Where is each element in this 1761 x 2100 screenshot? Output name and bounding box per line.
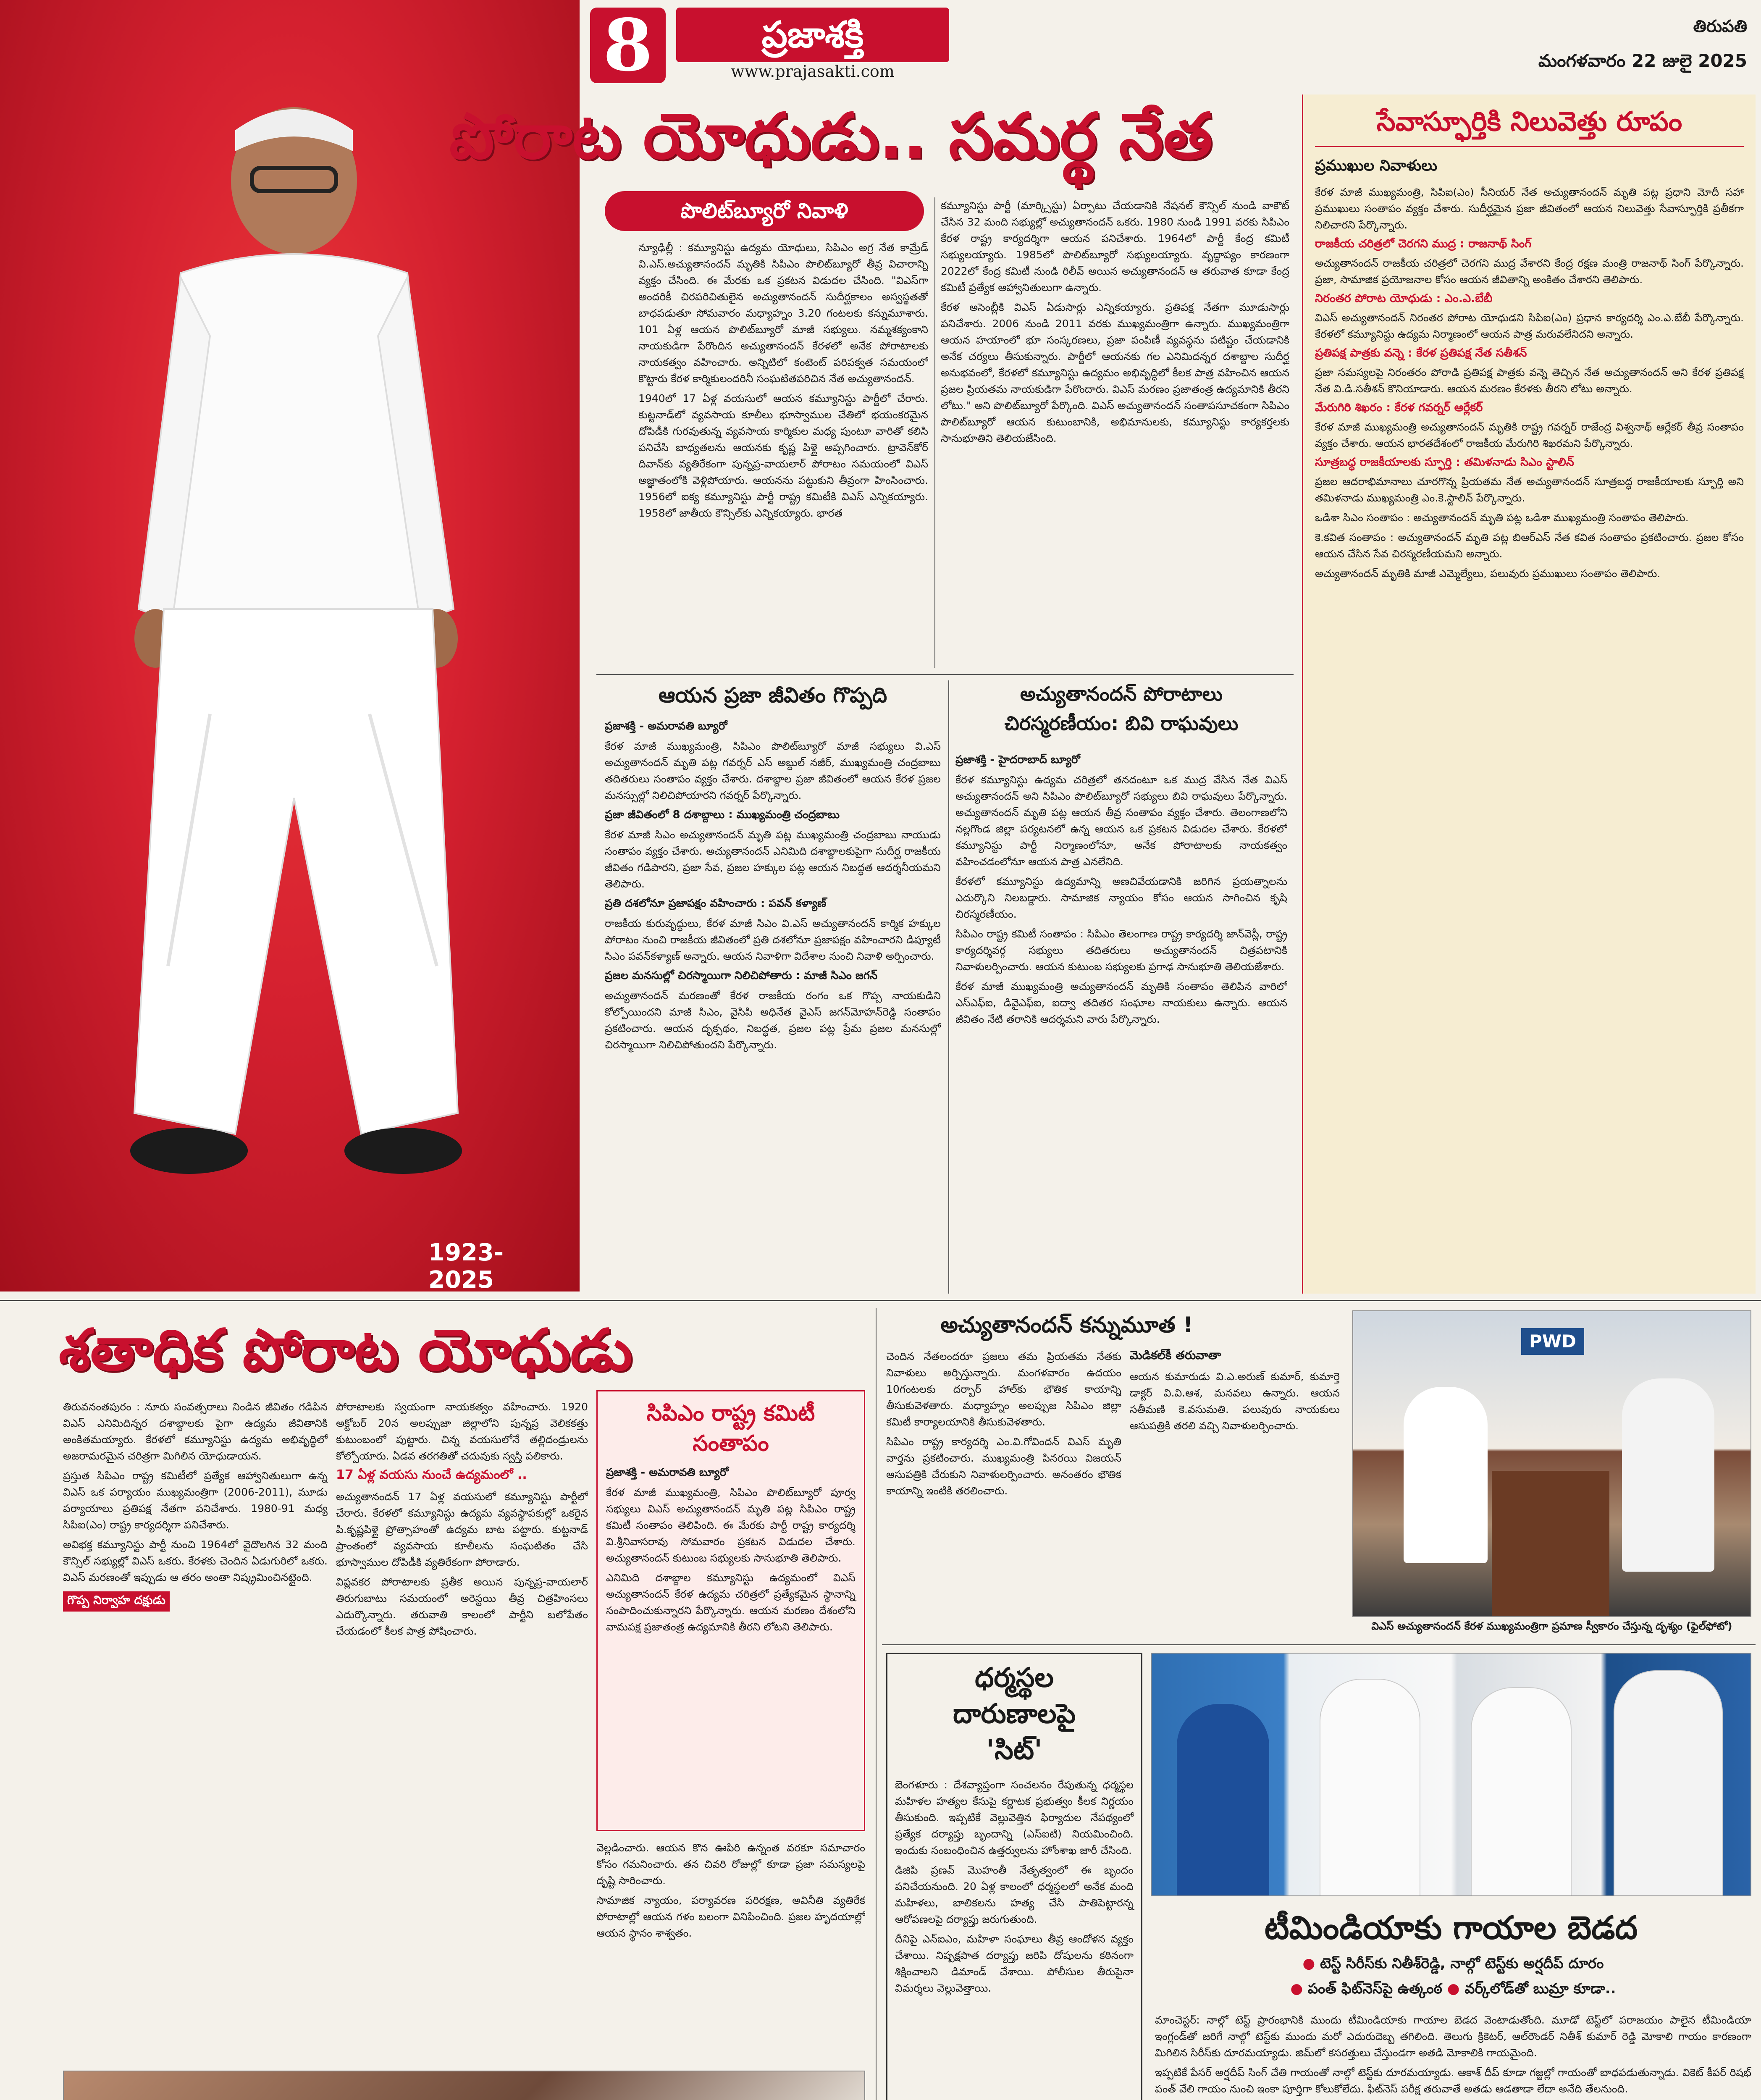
- sidebar-subtitle: ప్రముఖుల నివాళులు: [1315, 157, 1438, 174]
- paragraph: ప్రస్తుత సిపిఎం రాష్ట్ర కమిటీలో ప్రత్యేక ఆహ్వానితులుగా ఉన్న విఎస్ ఒక పర్యాయం ముఖ్యమంత్రిగా (2006-2011), మూడు పర్యాయాలు ప్రతిపక్ష నేతగా పనిచేశారు. 1980-91 మధ్య సిపిఐ(ఎం) రాష్ట్ర కార్యదర్శిగా పనిచేశారు.: [63, 1470, 328, 1531]
- paragraph: కేరళ అసెంబ్లీకి విఎస్ ఏడుసార్లు ఎన్నికయ్యారు. ప్రతిపక్ష నేతగా మూడుసార్లు పనిచేశారు. 2006 నుండి 2011 వరకు ముఖ్యమంత్రిగా ఉన్నారు. ముఖ్యమంత్రిగా ఆయన హయాంలో భూ సంస్కరణలు, ప్రజా పంపిణీ వ్యవస్థను పటిష్టం చేయడానికి అనేక చర్యలు తీసుకున్నారు. పార్టీలో ఆయనకు గల ఎనిమిదన్నర దశాబ్దాల సుదీర్ఘ అనుభవంలో, కేరళలో కమ్యూనిస్టు ఉద్యమం అభివృద్ధిలో కీలక పాత్ర వహించిన ఆయన ప్రజల ప్రియతమ నాయకుడిగా పేరొందారు. విఎస్ మరణం ప్రజాతంత్ర ఉద్యమానికి తీరని లోటు." అని పొలిట్‌బ్యూరో పేర్కొంది. విఎస్ అచ్యుతానందన్ సంతాపసూచకంగా సిపిఎం పొలిట్‌బ్యూరో ఆయన కుటుంబానికి, అభిమానులకు, కమ్యూనిస్టు కార్యకర్తలకు సానుభూతిని తెలియజేసింది.: [941, 301, 1289, 444]
- podium: [1492, 1471, 1609, 1617]
- paragraph: విఎస్ అచ్యుతానందన్ నిరంతర పోరాట యోధుడని సిపిఐ(ఎం) ప్రధాన కార్యదర్శి ఎం.ఎ.బేబీ పేర్కొన్నారు. కేరళలో కమ్యూనిస్టు ఉద్యమ నిర్మాణంలో ఆయన పాత్ర మరువలేనిదని అన్నారు.: [1315, 312, 1744, 340]
- passing-title: అచ్యుతానందన్ కన్నుమూత !: [940, 1312, 1193, 1338]
- raghavulu-title-2: చిరస్మరణీయం: బివి రాఘవులు: [1004, 712, 1239, 735]
- paragraph: అచ్యుతానందన్ మృతికి మాజీ ఎమ్మెల్యేలు, పలువురు ప్రముఖులు సంతాపం తెలిపారు.: [1315, 567, 1661, 580]
- paragraph: డిజిపి ప్రణవ్ మొహంతీ నేతృత్వంలో ఈ బృందం పనిచేయనుంది. 20 ఏళ్ల కాలంలో ధర్మస్థలలో అనేక మంది మహిళలు, బాలికలను హత్య చేసి పాతిపెట్టారన్న ఆరోపణలపై దర్యాప్తు జరుగుతుంది.: [895, 1864, 1134, 1925]
- column-rule: [948, 680, 949, 1294]
- paragraph: వెల్లడించారు. ఆయన కొన ఊపిరి ఉన్నంత వరకూ సమాచారం కోసం గమనించారు. తన చివరి రోజుల్లో కూడా ప్రజా సమస్యలపై దృష్టి సారించారు.: [596, 1842, 865, 1887]
- swearing-in-photo: [1352, 1310, 1751, 1617]
- hero-photo: [0, 0, 580, 1292]
- paragraph: కమ్యూనిస్టు పార్టీ (మార్క్సిస్టు) ఏర్పాటు చేయడానికి నేషనల్ కౌన్సిల్ నుండి వాకౌట్ చేసిన 32 మంది సభ్యుల్లో అచ్యుతానందన్ ఒకరు. 1980 నుండి 1991 వరకు సిపిఎం కేరళ రాష్ట్ర కార్యదర్శిగా ఆయన పనిచేశారు. 1964లో పార్టీ కేంద్ర కమిటీ సభ్యులయ్యారు. 1985లో పొలిట్‌బ్యూరో సభ్యులయ్యారు. వృద్ధాప్యం కారణంగా 2022లో కేంద్ర కమిటీ నుండి రిలీవ్ అయిన అచ్యుతానందన్ ఆ తరువాత కూడా కేంద్ర కమిటీ ప్రత్యేక ఆహ్వానితులుగా ఉన్నారు.: [941, 200, 1289, 294]
- cricket-photo: [1151, 1653, 1751, 1896]
- swearing-in-caption: విఎస్ అచ్యుతానందన్ కేరళ ముఖ్యమంత్రిగా ప్రమాణ స్వీకారం చేస్తున్న దృశ్యం (ఫైల్‌ఫోటో): [1371, 1620, 1732, 1632]
- paragraph: ప్రజా సమస్యలపై నిరంతరం పోరాడి ప్రతిపక్ష పాత్రకు వన్నె తెచ్చిన నేత అచ్యుతానందన్ అని కేరళ ప్రతిపక్ష నేత వి.డి.సతీశన్ కొనియాడారు. ఆయన మరణం కేరళకు తీరని లోటు అన్నారు.: [1315, 366, 1744, 395]
- paragraph: 1940లో 17 ఏళ్ల వయసులో ఆయన కమ్యూనిస్టు పార్టీలో చేరారు. కుట్టనాడ్‌లో వ్యవసాయ కూలీలు భూస్వాముల చేతిలో భయంకరమైన దోపిడీకి గురవుతున్న వ్యవసాయ కార్మికుల మధ్య పుంటూ వారితో కలిసి పనిచేసి బాధ్యతలను ఆయనకు కృష్ణ పిళ్లై అప్పగించారు. ట్రావెన్‌కోర్ దివాన్‌కు వ్యతిరేకంగా పున్నప్ర-వాయలార్ పోరాటం సమయంలో విఎస్ అజ్ఞాతంలోకి వెళ్లిపోయారు. ఆయనను పట్టుకుని తీవ్రంగా హింసించారు. 1956లో ఐక్య కమ్యూనిస్టు పార్టీ రాష్ట్ర కమిటీకి విఎస్ ఎన్నికయ్యారు. 1958లో జాతీయ కౌన్సిల్‌కు ఎన్నికయ్యారు. భారత: [638, 392, 928, 519]
- paragraph: చెందిన నేతలందరూ ప్రజలు తమ ప్రియతమ నేతకు నివాళులు అర్పిస్తున్నారు. మంగళవారం ఉదయం 10గంటలకు దర్బార్ హాల్‌కు భౌతిక కాయాన్ని తీసుకువెళతారు. మధ్యాహ్నం అలప్పుజ సిపిఎం జిల్లా కమిటీ కార్యాలయానికి తీసుకువెళతారు.: [886, 1350, 1121, 1428]
- politburo-label-box: [605, 191, 924, 231]
- paragraph: కేరళ మాజీ ముఖ్యమంత్రి, సిపిఎం పొలిట్‌బ్యూరో మాజీ సభ్యులు వి.ఎస్ అచ్యుతానందన్ మృతి పట్ల గవర్నర్ ఎస్ అబ్దుల్ నజీర్, ముఖ్యమంత్రి చంద్రబాబు తదితరులు సంతాపం వ్యక్తం చేశారు. దశాబ్దాల ప్రజా జీవితంలో ఆయన కేరళ ప్రజల మనస్సుల్లో నిలిచిపోయారని గవర్నర్ పేర్కొన్నారు.: [605, 740, 941, 801]
- column-rule: [934, 197, 935, 668]
- dateline: ప్రజాశక్తి - హైదరాబాద్ బ్యూరో: [955, 753, 1080, 766]
- column-rule: [876, 1308, 877, 2100]
- centenarian-col-3: [596, 1840, 865, 2058]
- paragraph: పోరాటాలకు స్వయంగా నాయకత్వం వహించారు. 1920 అక్టోబర్ 20న అలప్పుజా జిల్లాలోని పున్నప్ర వెలికకత్తు కుటుంబంలో పుట్టారు. చిన్న వయసులోనే తల్లిదండ్రులను కోల్పోయారు. ఏడవ తరగతితో చదువుకు స్వస్తి పలికారు.: [336, 1401, 588, 1462]
- politburo-col-2: [941, 197, 1289, 668]
- paragraph: కేరళ మాజీ ముఖ్యమంత్రి అచ్యుతానందన్ మృతికి రాష్ట్ర గవర్నర్ రాజేంద్ర విశ్వనాథ్ ఆర్లేకర్ తీవ్ర సంతాపం వ్యక్తం చేశారు. ఆయన భారతదేశంలో రాజకీయ మేరుగిరి శిఖరమని పేర్కొన్నారు.: [1315, 421, 1744, 449]
- player-3: [1471, 1687, 1572, 1896]
- dharmasthala-box: [886, 1653, 1142, 2100]
- centenarian-col-1: [63, 1399, 328, 2050]
- page-number-box: [590, 3, 666, 87]
- paragraph: రాజకీయ కురువృద్ధులు, కేరళ మాజీ సిఎం వి.ఎస్ అచ్యుతానందన్ కార్మిక హక్కుల పోరాటం నుంచి రాజకీయ జీవితంలో ప్రతి దశలోనూ ప్రజాపక్షం వహించారని డిప్యూటీ సిఎం పవన్‌కళ్యాణ్ అన్నారు. ఆయన నివాళిగా విదేశాల నుంచి నివాళి అర్పించారు.: [605, 917, 941, 962]
- team-india-bullet-2: [1159, 1980, 1747, 2000]
- paragraph: కేరళ మాజీ ముఖ్యమంత్రి, సిపిఎం పొలిట్‌బ్యూరో పూర్వ సభ్యులు విఎస్ అచ్యుతానందన్ మృతి పట్ల సిపిఎం రాష్ట్ర కమిటీ సంతాపం తెలిపింది. ఈ మేరకు పార్టీ రాష్ట్ర కార్యదర్శి వి.శ్రీనివాసరావు సోమవారం ప్రకటన విడుదల చేశారు. అచ్యుతానందన్ కుటుంబ సభ్యులకు సానుభూతి తెలిపారు.: [606, 1486, 856, 1564]
- person-left: [1404, 1387, 1488, 1563]
- paragraph: తిరువనంతపురం : నూరు సంవత్సరాలు నిండిన జీవితం గడిపిన విఎస్ ఎనిమిదిన్నర దశాబ్దాలకు పైగా ఉద్యమ జీవితానికి అంకితమయ్యారు. కేరళలో కమ్యూనిస్టు ఉద్యమ అభివృద్ధిలో అజరామరమైన చరిత్రగా మిగిలిన యోధుడాయన.: [63, 1401, 328, 1462]
- state-committee-box: [596, 1390, 865, 1831]
- crowd-photo: [63, 2071, 865, 2100]
- paragraph: సామాజిక న్యాయం, పర్యావరణ పరిరక్షణ, అవినీతి వ్యతిరేక పోరాటాల్లో ఆయన గళం బలంగా వినిపించింది. ప్రజల హృదయాల్లో ఆయన స్థానం శాశ్వతం.: [596, 1894, 865, 1939]
- website: www.prajasakti.com: [731, 62, 895, 81]
- dateline: ప్రజాశక్తి - అమరావతి బ్యూరో: [606, 1466, 729, 1479]
- section-rule: [596, 674, 1294, 675]
- passing-col-2: [1130, 1348, 1340, 1642]
- state-committee-title-2: సంతాపం: [693, 1431, 769, 1456]
- subhead: రాజకీయ చరిత్రలో చెరగని ముద్ర : రాజనాథ్ సింగ్: [1315, 237, 1532, 250]
- public-life-title: ఆయన ప్రజా జీవితం గొప్పది: [658, 683, 887, 707]
- dharmasthala-title-2: దారుణాలపై: [953, 1698, 1076, 1730]
- team-india-title: టీమిండియాకు గాయాల బెడద: [1264, 1909, 1638, 1946]
- bullet-icon: ●: [1447, 1980, 1465, 1997]
- sidebar-title: సేవాస్ఫూర్తికి నిలువెత్తు రూపం: [1315, 103, 1744, 147]
- hero-headline: పోరాట యోధుడు.. సమర్థ నేత: [449, 100, 1212, 173]
- bullet-text: టెస్ట్ సిరీస్‌కు నితీశ్‌రెడ్డి, నాల్గో టెస్ట్‌కు అర్షదీప్ దూరం: [1320, 1955, 1604, 1972]
- subhead: మేరుగిరి శిఖరం : కేరళ గవర్నర్ ఆర్లేకర్: [1315, 401, 1483, 414]
- paragraph: న్యూఢిల్లీ : కమ్యూనిస్టు ఉద్యమ యోధులు, సిపిఎం అగ్ర నేత కామ్రేడ్ వి.ఎస్.అచ్యుతానందన్ మృతికి సిపిఎం పొలిట్‌బ్యూరో తీవ్ర విచారాన్ని వ్యక్తం చేసింది. ఈ మేరకు ఒక ప్రకటన విడుదల చేసింది. "విఎస్‌గా అందరికీ చిరపరిచితులైన అచ్యుతానందన్ సుదీర్ఘకాలం అస్వస్థతతో బాధపడుతూ సోమవారం మధ్యాహ్నం 3.20 గంటలకు కన్నుమూశారు. 101 ఏళ్ల ఆయన పొలిట్‌బ్యూరో మాజీ సభ్యులు. నమ్మశక్యంకాని నాయకుడిగా పేరొందిన అచ్యుతానందన్ కేరళలో అనేక పోరాటాలకు నాయకత్వం వహించారు. అన్నిటిలో కంటెంట్ పరిపక్వత సమయంలో కొట్టారు కేరళ కార్మికులందరినీ సంఘటితపరిచిన నేత అచ్యుతానందన్.: [638, 242, 928, 385]
- paragraph: విప్లవకర పోరాటాలకు ప్రతీక అయిన పున్నప్ర-వాయలార్ తిరుగుబాటు సమయంలో అరెస్టయి తీవ్ర చిత్రహింసలు ఎదుర్కొన్నారు. తరువాతి కాలంలో పార్టీని బలోపేతం చేయడంలో కీలక పాత్ర పోషించారు.: [336, 1576, 588, 1637]
- hero-years: 1923- 2025: [428, 1239, 504, 1292]
- person-right: [1622, 1378, 1714, 1572]
- subhead: నిరంతర పోరాట యోధుడు : ఎం.ఎ.బేబీ: [1315, 292, 1493, 305]
- dharmasthala-title-3: 'సిట్': [986, 1735, 1042, 1766]
- bullet-text: పంత్ ఫిట్‌నెస్‌పై ఉత్కంఠ: [1307, 1980, 1442, 1997]
- raghavulu-title-1: అచ్యుతానందన్ పోరాటాలు: [1020, 682, 1223, 705]
- paragraph: ఆయన కుమారుడు వి.ఎ.అరుణ్ కుమార్, కుమార్తె డాక్టర్ వి.వి.ఆశ, మనవలు ఉన్నారు. ఆయన సతీమణి కె.వసుమతి. పలువురు నాయకులు ఆసుపత్రికి తరలి వచ్చి నివాళులర్పించారు.: [1130, 1370, 1340, 1432]
- raghavulu-body: [955, 752, 1287, 1294]
- paragraph: బెంగళూరు : దేశవ్యాప్తంగా సంచలనం రేపుతున్న ధర్మస్థల మహిళల హత్యల కేసుపై కర్ణాటక ప్రభుత్వం కీలక నిర్ణయం తీసుకుంది. ఇప్పటికే వెల్లువెత్తిన ఫిర్యాదుల నేపథ్యంలో ప్రత్యేక దర్యాప్తు బృందాన్ని (ఎస్‌ఐటి) నియమించింది. ఇందుకు సంబంధించిన ఉత్తర్వులను హోంశాఖ జారీ చేసింది.: [895, 1779, 1134, 1856]
- subhead: ప్రతి దశలోనూ ప్రజాపక్షం వహించారు : పవన్ కళ్యాణ్: [605, 897, 827, 910]
- state-committee-title-1: సిపిఎం రాష్ట్ర కమిటీ: [646, 1401, 815, 1426]
- paragraph: కేరళ మాజీ సిఎం అచ్యుతానందన్ మృతి పట్ల ముఖ్యమంత్రి చంద్రబాబు నాయుడు సంతాపం వ్యక్తం చేశారు. అచ్యుతానందన్ ఎనిమిది దశాబ్దాలకుపైగా సుదీర్ఘ రాజకీయ జీవితం గడిపారని, ప్రజా సేవ, ప్రజల హక్కుల పట్ల ఆయన నిబద్ధత ఆదర్శనీయమని తెలిపారు.: [605, 829, 941, 890]
- section-rule: [882, 1644, 1756, 1645]
- paragraph: కె.కవిత సంతాపం : అచ్యుతానందన్ మృతి పట్ల బిఆర్ఎస్ నేత కవిత సంతాపం ప్రకటించారు. ప్రజల కోసం ఆయన చేసిన సేవ చిరస్మరణీయమని అన్నారు.: [1315, 531, 1744, 560]
- politburo-label: పొలిట్‌బ్యూరో నివాళి: [680, 199, 848, 223]
- paragraph: కేరళ మాజీ ముఖ్యమంత్రి అచ్యుతానందన్ మృతికి సంతాపం తెలిపిన వారిలో ఎస్‌ఎఫ్‌ఐ, డివైఎఫ్‌ఐ, ఐద్వా తదితర సంఘాల నాయకులు ఉన్నారు. ఆయన జీవితం నేటి తరానికి ఆదర్శమని వారు పేర్కొన్నారు.: [955, 980, 1287, 1025]
- dharmasthala-title-1: ధర్మస్థల: [975, 1662, 1054, 1693]
- page-divider: [0, 1300, 1761, 1301]
- paper-logo: [676, 8, 949, 62]
- paragraph: ఇప్పటికే పేసర్ అర్షదీప్ సింగ్ చేతి గాయంతో నాల్గో టెస్ట్‌కు దూరమయ్యాడు. ఆకాశ్ దీప్ కూడా గజ్జల్లో గాయంతో బాధపడుతున్నాడు. వికెట్ కీపర్ రిషభ్ పంత్ వేలి గాయం నుంచి ఇంకా పూర్తిగా కోలుకోలేదు. ఫిట్‌నెస్ పరీక్ష తరువాతే అతడు ఆడతాడా లేదా అనేది తేలనుంది.: [1155, 2066, 1751, 2095]
- subhead: గొప్ప నిర్వాహ దక్షుడు: [67, 1593, 165, 1607]
- politburo-col-1: [638, 239, 928, 668]
- centenarian-col-2: [336, 1399, 588, 2050]
- tributes-sidebar: [1302, 94, 1756, 1294]
- paragraph: ఒడిశా సిఎం సంతాపం : అచ్యుతానందన్ మృతి పట్ల ఒడిశా ముఖ్యమంత్రి సంతాపం తెలిపారు.: [1315, 512, 1689, 524]
- paragraph: అవిభక్త కమ్యూనిస్టు పార్టీ నుంచి 1964లో వైదొలగిన 32 మంది కౌన్సిల్ సభ్యుల్లో విఎస్ ఒకరు. కేరళకు చెందిన ఏడుగురిలో ఒకరు. విఎస్ మరణంతో ఇప్పుడు ఆ తరం అంతా నిష్క్రమించినట్లైంది.: [63, 1538, 328, 1583]
- paragraph: అచ్యుతానందన్ 17 ఏళ్ల వయసులో కమ్యూనిస్టు పార్టీలో చేరారు. కేరళలో కమ్యూనిస్టు ఉద్యమ వ్యవస్థాపకుల్లో ఒకరైన పి.కృష్ణపిళ్లై ప్రోత్సాహంతో ఉద్యమ బాట పట్టారు. కుట్టనాడ్ ప్రాంతంలో వ్యవసాయ కూలీలను సంఘటితం చేసి భూస్వాముల దోపిడీకి వ్యతిరేకంగా పోరాడారు.: [336, 1491, 588, 1568]
- paragraph: ఎనిమిది దశాబ్దాల కమ్యూనిస్టు ఉద్యమంలో విఎస్ అచ్యుతానందన్ కేరళ ఉద్యమ చరిత్రలో ప్రత్యేకమైన స్థానాన్ని సంపాదించుకున్నారని పేర్కొన్నారు. ఆయన మరణం దేశంలోని వామపక్ష ప్రజాతంత్ర ఉద్యమానికి తీరని లోటని తెలిపారు.: [606, 1572, 856, 1633]
- bullet-icon: ●: [1302, 1955, 1320, 1972]
- paragraph: కేరళలో కమ్యూనిస్టు ఉద్యమాన్ని అణచివేయడానికి జరిగిన ప్రయత్నాలను ఎదుర్కొని నిలబడ్డారు. సామాజిక న్యాయం కోసం ఆయన సాగించిన కృషి చిరస్మరణీయం.: [955, 875, 1287, 920]
- portrait-figure: [0, 0, 580, 1292]
- centenarian-headline: శతాధిక పోరాట యోధుడు: [59, 1317, 632, 1383]
- subhead: మెడికల్‌కీ తరువాతా: [1130, 1348, 1221, 1362]
- dateline: ప్రజాశక్తి - అమరావతి బ్యూరో: [605, 720, 727, 732]
- pwd-sign: [1521, 1328, 1584, 1355]
- paragraph: కేరళ మాజీ ముఖ్యమంత్రి, సిపిఐ(ఎం) సీనియర్ నేత అచ్యుతానందన్ మృతి పట్ల ప్రధాని మోదీ సహా ప్రముఖులు సంతాపం వ్యక్తం చేశారు. సుదీర్ఘమైన ప్రజా జీవితంలో ఆయన నిలువెత్తు సేవాస్ఫూర్తికి ప్రతీకగా నిలిచారని పేర్కొన్నారు.: [1315, 186, 1744, 231]
- team-india-body: [1155, 2012, 1751, 2100]
- paragraph: అచ్యుతానందన్ మరణంతో కేరళ రాజకీయ రంగం ఒక గొప్ప నాయకుడిని కోల్పోయిందని మాజీ సిఎం, వైసిపి అధినేత వైఎస్ జగన్‌మోహన్‌రెడ్డి సంతాపం ప్రకటించారు. ఆయన దృక్పథం, నిబద్ధత, ప్రజల పట్ల ప్రేమ ప్రజల మనసుల్లో చిరస్మాయిగా నిలిచిపోతుందని పేర్కొన్నారు.: [605, 990, 941, 1051]
- paragraph: అచ్యుతానందన్ రాజకీయ చరిత్రలో చెరగని ముద్ర వేశారని కేంద్ర రక్షణ మంత్రి రాజనాథ్ సింగ్ పేర్కొన్నారు. ప్రజా, సామాజిక ప్రయోజనాల కోసం ఆయన జీవితాన్ని అంకితం చేశారని తెలిపారు.: [1315, 257, 1744, 286]
- bullet-text: వర్క్‌లోడ్‌తో బుమ్రా కూడా..: [1464, 1980, 1616, 1997]
- page-number: 8: [603, 3, 653, 87]
- issue-date: మంగళవారం 22 జులై 2025: [1538, 50, 1747, 71]
- player-4: [1614, 1670, 1723, 1896]
- paragraph: మాంచెస్టర్: నాల్గో టెస్ట్ ప్రారంభానికి ముందు టీమిండియాకు గాయాల బెడద వెంటాడుతోంది. మూడో టెస్ట్‌లో పరాజయం పాలైన టీమిండియా ఇంగ్లండ్‌తో జరిగే నాల్గో టెస్ట్‌కు ముందు మరో ఎదురుదెబ్బ తగిలింది. తెలుగు క్రికెటర్, ఆల్‌రౌండర్ నితీశ్ కుమార్ రెడ్డి మోకాలి గాయం కారణంగా మిగిలిన సిరీస్‌కు దూరమయ్యాడు. జిమ్‌లో కసరత్తులు చేస్తుండగా అతడి మోకాలికి గాయమైంది.: [1155, 2014, 1751, 2059]
- paragraph: సిపిఎం రాష్ట్ర కార్యదర్శి ఎం.వి.గోవిందన్ విఎస్ మృతి వార్తను ప్రకటించారు. ముఖ్యమంత్రి పినరయి విజయన్ ఆసుపత్రికి చేరుకుని నివాళులర్పించారు. అనంతరం భౌతిక కాయాన్ని ఇంటికి తరలించారు.: [886, 1436, 1121, 1497]
- paragraph: దీనిపై ఎన్‌ఐఎం, మహిళా సంఘాలు తీవ్ర ఆందోళన వ్యక్తం చేశాయి. నిష్పక్షపాత దర్యాప్తు జరిపి దోషులను కఠినంగా శిక్షించాలని డిమాండ్ చేశాయి. పోలీసుల తీరుపైనా విమర్శలు వెల్లువెత్తాయి.: [895, 1933, 1134, 1994]
- subhead-box: [63, 1591, 170, 1612]
- subhead: ప్రతిపక్ష పాత్రకు వన్నె : కేరళ ప్రతిపక్ష నేత సతీశన్: [1315, 346, 1527, 360]
- subhead-red: 17 ఏళ్ల వయసు నుంచే ఉద్యమంలో ..: [336, 1467, 527, 1482]
- subhead: ప్రజల మనసుల్లో చిరస్మాయిగా నిలిచిపోతారు : మాజీ సిఎం జగన్: [605, 969, 878, 982]
- paragraph: సిపిఎం రాష్ట్ర కమిటీ సంతాపం : సిపిఎం తెలంగాణ రాష్ట్ర కార్యదర్శి జాన్‌వెస్లీ, రాష్ట్ర కార్యదర్శివర్గ సభ్యులు తదితరులు అచ్యుతానందన్ చిత్రపటానికి నివాళులర్పించారు. ఆయన కుటుంబ సభ్యులకు ప్రగాఢ సానుభూతి తెలియజేశారు.: [955, 928, 1287, 973]
- team-india-bullet-1: [1159, 1955, 1747, 1975]
- player-1: [1177, 1704, 1269, 1896]
- passing-col-1: [886, 1348, 1121, 1642]
- paragraph: కేరళ కమ్యూనిస్టు ఉద్యమ చరిత్రలో తనదంటూ ఒక ముద్ర వేసిన నేత విఎస్ అచ్యుతానందన్ అని సిపిఎం పొలిట్‌బ్యూరో సభ్యులు బివి రాఘవులు పేర్కొన్నారు. అచ్యుతానందన్ మృతి పట్ల ఆయన తీవ్ర సంతాపం వ్యక్తం చేశారు. తెలంగాణలోని నల్లగొండ జిల్లా పర్యటనలో ఉన్న ఆయన ఒక ప్రకటన విడుదల చేశారు. కేరళలో కమ్యూనిస్టు పార్టీ నిర్మాణంలోనూ, అనేక పోరాటాలకు నాయకత్వం వహించడంలోనూ ఆయన పాత్ర ఎనలేనిది.: [955, 774, 1287, 868]
- bullet-icon: ●: [1290, 1980, 1308, 1997]
- edition: తిరుపతి: [1693, 17, 1747, 36]
- public-life-body: [605, 718, 941, 1294]
- subhead: ప్రజా జీవితంలో 8 దశాబ్దాలు : ముఖ్యమంత్రి చంద్రబాబు: [605, 808, 840, 821]
- paper-name: ప్రజాశక్తి: [761, 14, 864, 56]
- paragraph: ప్రజల ఆదరాభిమానాలు చూరగొన్న ప్రియతమ నేత అచ్యుతానందన్ సూత్రబద్ధ రాజకీయాలకు స్ఫూర్తి అని తమిళనాడు ముఖ్యమంత్రి ఎం.కె.స్టాలిన్ పేర్కొన్నారు.: [1315, 475, 1744, 504]
- subhead: సూత్రబద్ధ రాజకీయాలకు స్ఫూర్తి : తమిళనాడు సిఎం స్టాలిన్: [1315, 456, 1574, 469]
- player-2: [1320, 1679, 1420, 1896]
- pwd-sign-text: PWD: [1529, 1331, 1576, 1352]
